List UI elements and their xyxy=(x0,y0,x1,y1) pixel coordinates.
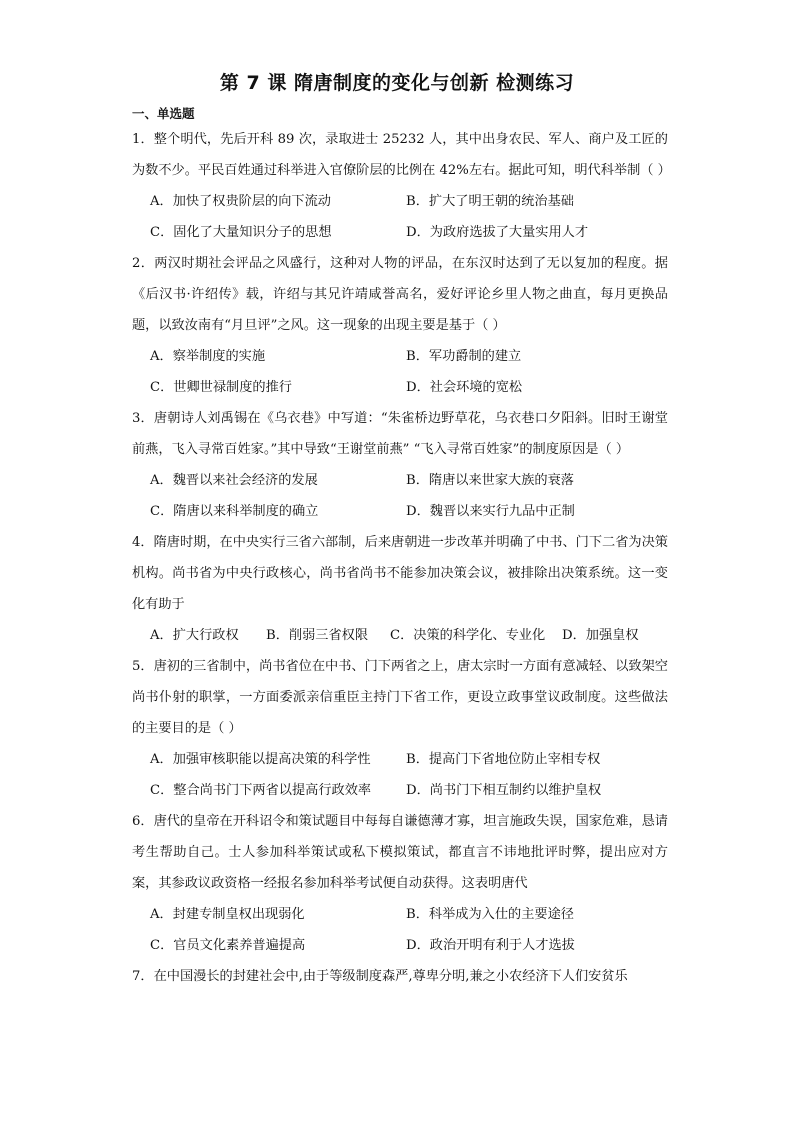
option-b: B．提高门下省地位防止宰相专权 xyxy=(406,752,601,767)
option-b: B．科举成为入仕的主要途径 xyxy=(406,907,574,922)
option-c: C．固化了大量知识分子的思想 xyxy=(150,225,332,240)
question-stem: 2．两汉时期社会评品之风盛行，这种对人物的评品，在东汉时达到了无以复加的程度。据《后汉书·许绍传》载，许绍与其兄许靖咸誉高名，爱好评论乡里人物之曲直，每月更换品题，以致汝南有“月旦评”之风。这一现象的出现主要是基于（ ） xyxy=(132,256,668,333)
option-d: D．社会环境的宽松 xyxy=(406,380,523,395)
option-a: A．加快了权贵阶层的向下流动 xyxy=(150,194,331,209)
question-3 xyxy=(132,403,668,527)
option-c: C．决策的科学化、专业化 xyxy=(390,628,546,643)
question-5 xyxy=(132,651,668,806)
option-c: C．整合尚书门下两省以提高行政效率 xyxy=(150,783,372,798)
option-group xyxy=(132,341,668,403)
question-stem: 7．在中国漫长的封建社会中,由于等级制度森严,尊卑分明,兼之小农经济下人们安贫乐 xyxy=(132,969,628,984)
question-stem: 4．隋唐时期，在中央实行三省六部制，后来唐朝进一步改革并明确了中书、门下二省为决策机构。尚书省为中央行政核心，尚书省尚书不能参加决策会议，被排除出决策系统。这一变化有助于 xyxy=(132,535,668,612)
question-6 xyxy=(132,806,668,961)
option-group xyxy=(132,744,668,806)
section-heading: 一、单选题 xyxy=(132,106,195,121)
option-d: D．加强皇权 xyxy=(562,628,639,643)
question-1 xyxy=(132,124,671,248)
question-4 xyxy=(132,527,668,651)
option-a: A．扩大行政权 xyxy=(150,628,239,643)
option-a: A．加强审核职能以提高决策的科学性 xyxy=(150,752,371,767)
option-group xyxy=(132,465,668,527)
option-a: A．察举制度的实施 xyxy=(150,349,266,364)
question-stem: 6．唐代的皇帝在开科诏令和策试题目中每每自谦德薄才寡，坦言施政失误，国家危难，恳请考生帮助自己。士人参加科举策试或私下模拟策试，都直言不讳地批评时弊，提出应对方案，其参政议政资格一经报名参加科举考试便自动获得。这表明唐代 xyxy=(132,814,668,891)
question-stem: 5．唐初的三省制中，尚书省位在中书、门下两省之上，唐太宗时一方面有意减轻、以致架空尚书仆射的职掌，一方面委派亲信重臣主持门下省工作，更设立政事堂议政制度。这些做法的主要目的是（ ） xyxy=(132,659,668,736)
option-a: A．封建专制皇权出现弱化 xyxy=(150,907,305,922)
option-d: D．尚书门下相互制约以维护皇权 xyxy=(406,783,602,798)
question-list xyxy=(132,124,671,992)
question-7 xyxy=(132,961,668,992)
option-c: C．世卿世禄制度的推行 xyxy=(150,380,292,395)
option-d: D．为政府选拔了大量实用人才 xyxy=(406,225,589,240)
option-d: D．魏晋以来实行九品中正制 xyxy=(406,504,575,519)
question-stem: 1．整个明代，先后开科 89 次，录取进士 25232 人，其中出身农民、军人、商户及工匠的为数不少。平民百姓通过科举进入官僚阶层的比例在 42%左右。据此可知，明代科举制（ ） xyxy=(132,132,671,178)
option-b: B．军功爵制的建立 xyxy=(406,349,522,364)
option-group xyxy=(132,186,668,248)
option-d: D．政治开明有利于人才选拔 xyxy=(406,938,575,953)
option-group xyxy=(132,620,668,651)
option-group xyxy=(132,899,668,961)
option-b: B．隋唐以来世家大族的衰落 xyxy=(406,473,574,488)
option-c: C．隋唐以来科举制度的确立 xyxy=(150,504,319,519)
question-stem: 3．唐朝诗人刘禹锡在《乌衣巷》中写道：“朱雀桥边野草花，乌衣巷口夕阳斜。旧时王谢堂前燕，飞入寻常百姓家。”其中导致“王谢堂前燕” “飞入寻常百姓家”的制度原因是（ ） xyxy=(132,411,668,457)
option-b: B．扩大了明王朝的统治基础 xyxy=(406,194,574,209)
page-title: 第 7 课 隋唐制度的变化与创新 检测练习 xyxy=(219,72,575,94)
question-2 xyxy=(132,248,668,403)
option-b: B．削弱三省权限 xyxy=(266,628,369,643)
option-c: C．官员文化素养普遍提高 xyxy=(150,938,306,953)
option-a: A．魏晋以来社会经济的发展 xyxy=(150,473,318,488)
